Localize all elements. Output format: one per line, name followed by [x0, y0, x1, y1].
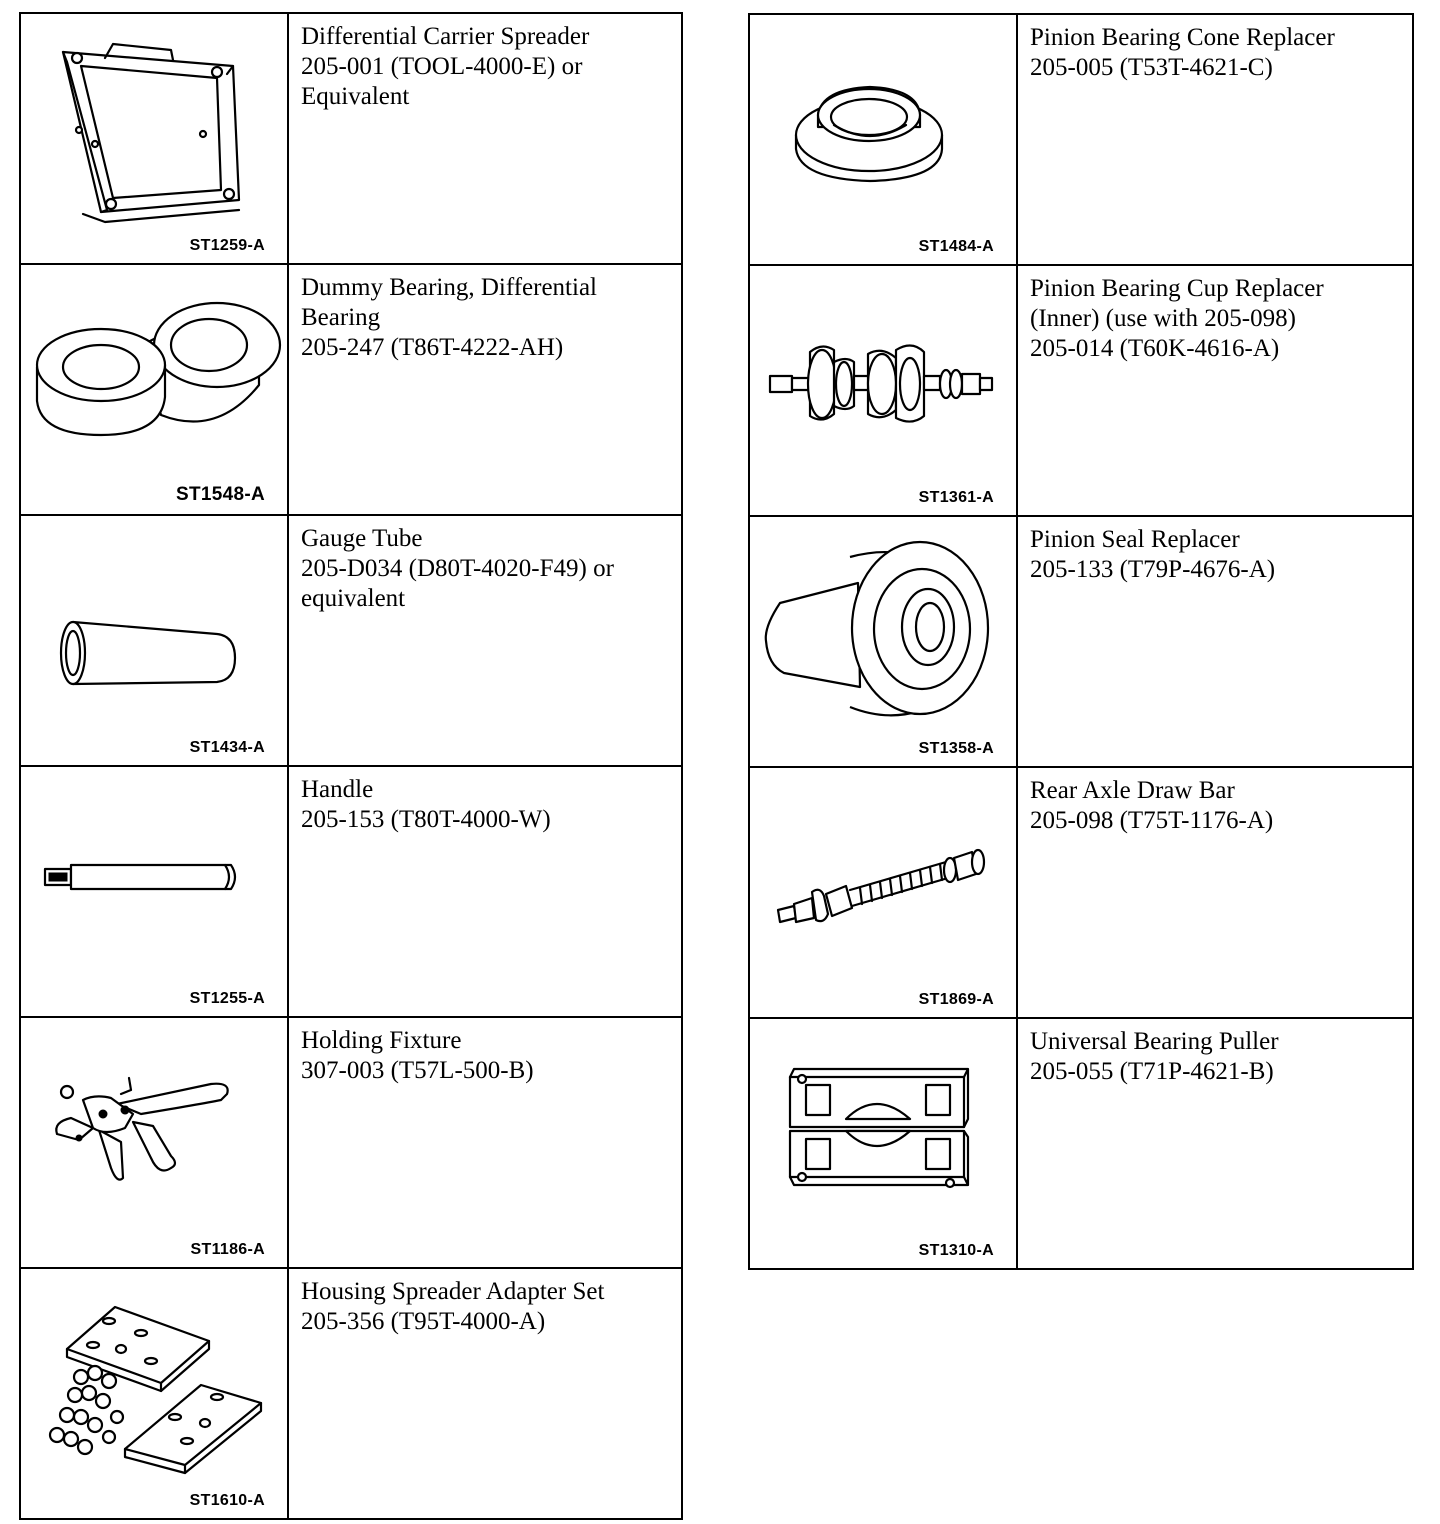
tool-reference-number: ST1869-A	[918, 991, 994, 1008]
cone-replacer-icon	[750, 15, 1016, 266]
tool-name: Dummy Bearing, Differential	[301, 274, 597, 301]
tool-name: Housing Spreader Adapter Set	[301, 1278, 605, 1305]
tool-row	[749, 265, 1413, 516]
tool-part-number: 205-055 (T71P-4621-B)	[1030, 1058, 1274, 1085]
tool-description-cell	[1017, 767, 1413, 1018]
tool-name: Pinion Seal Replacer	[1030, 526, 1240, 553]
tool-reference-number: ST1358-A	[918, 740, 994, 757]
tool-row	[749, 14, 1413, 265]
adapter-set-icon	[21, 1269, 287, 1520]
tool-row	[749, 516, 1413, 767]
tool-illustration-cell	[20, 1268, 288, 1519]
tool-row	[20, 13, 682, 264]
draw-bar-icon	[750, 768, 1016, 1019]
tool-description-cell	[1017, 1018, 1413, 1269]
tool-name: Rear Axle Draw Bar	[1030, 777, 1235, 804]
bolt-group	[50, 1366, 123, 1454]
tool-name: Pinion Bearing Cup Replacer	[1030, 275, 1324, 302]
tool-name: Handle	[301, 776, 374, 803]
bearing-puller-icon	[750, 1019, 1016, 1270]
tool-description-cell	[1017, 14, 1413, 265]
tool-name: Pinion Bearing Cone Replacer	[1030, 24, 1335, 51]
tool-part-number: 205-005 (T53T-4621-C)	[1030, 54, 1273, 81]
tool-illustration-cell	[20, 1017, 288, 1268]
tool-illustration-cell	[749, 516, 1017, 767]
tool-part-number: 205-001 (TOOL-4000-E) or	[301, 53, 583, 80]
tool-illustration-cell	[749, 265, 1017, 516]
tool-reference-number: ST1548-A	[176, 484, 265, 505]
gauge-tube-icon	[21, 516, 287, 767]
tool-row	[20, 515, 682, 766]
seal-replacer-icon	[750, 517, 1016, 768]
tool-illustration-cell	[20, 515, 288, 766]
tool-row	[20, 1268, 682, 1519]
tool-description-cell	[288, 264, 682, 515]
holding-fixture-icon	[21, 1018, 287, 1269]
tool-name-cont: Bearing	[301, 304, 381, 331]
tool-description-cell	[288, 13, 682, 264]
tool-description-cell	[288, 1017, 682, 1268]
tool-part-number: 205-247 (T86T-4222-AH)	[301, 334, 564, 361]
tool-reference-number: ST1610-A	[189, 1492, 265, 1509]
handle-icon	[21, 767, 287, 1018]
tool-row	[749, 1018, 1413, 1269]
tool-part-number: 205-133 (T79P-4676-A)	[1030, 556, 1276, 583]
carrier-spreader-icon	[21, 14, 287, 265]
tool-part-number: 205-098 (T75T-1176-A)	[1030, 807, 1274, 834]
tool-description-cell	[288, 1268, 682, 1519]
tool-part-number: 205-153 (T80T-4000-W)	[301, 806, 551, 833]
tool-name: Holding Fixture	[301, 1027, 462, 1054]
tool-note: Equivalent	[301, 83, 410, 110]
tool-illustration-cell	[20, 766, 288, 1017]
special-tools-table-right	[748, 13, 1414, 1270]
tool-illustration-cell	[749, 1018, 1017, 1269]
tool-row	[20, 264, 682, 515]
tool-description-cell	[288, 515, 682, 766]
tool-illustration-cell	[20, 264, 288, 515]
tool-illustration-cell	[749, 767, 1017, 1018]
tool-description-cell	[1017, 516, 1413, 767]
tool-reference-number: ST1255-A	[189, 990, 265, 1007]
tool-description-cell	[288, 766, 682, 1017]
tool-illustration-cell	[20, 13, 288, 264]
tool-name: Differential Carrier Spreader	[301, 23, 590, 50]
tool-reference-number: ST1259-A	[189, 237, 265, 254]
tool-reference-number: ST1310-A	[918, 1242, 994, 1259]
tool-row	[20, 766, 682, 1017]
tool-description-cell	[1017, 265, 1413, 516]
tool-row	[749, 767, 1413, 1018]
tool-reference-number: ST1484-A	[918, 238, 994, 255]
tool-row	[20, 1017, 682, 1268]
tool-part-number: 307-003 (T57L-500-B)	[301, 1057, 534, 1084]
dummy-bearing-icon	[21, 265, 287, 516]
tool-part-number: 205-D034 (D80T-4020-F49) or	[301, 555, 614, 582]
tool-part-number: 205-356 (T95T-4000-A)	[301, 1308, 546, 1335]
tool-illustration-cell	[749, 14, 1017, 265]
tool-note: equivalent	[301, 585, 406, 612]
special-tools-table-left	[19, 12, 683, 1520]
tool-note: (Inner) (use with 205-098)	[1030, 305, 1296, 332]
tool-name: Universal Bearing Puller	[1030, 1028, 1279, 1055]
tool-reference-number: ST1434-A	[189, 739, 265, 756]
tool-reference-number: ST1186-A	[190, 1241, 265, 1258]
tool-name: Gauge Tube	[301, 525, 423, 552]
tool-reference-number: ST1361-A	[918, 489, 994, 506]
cup-replacer-icon	[750, 266, 1016, 517]
tool-part-number: 205-014 (T60K-4616-A)	[1030, 335, 1280, 362]
